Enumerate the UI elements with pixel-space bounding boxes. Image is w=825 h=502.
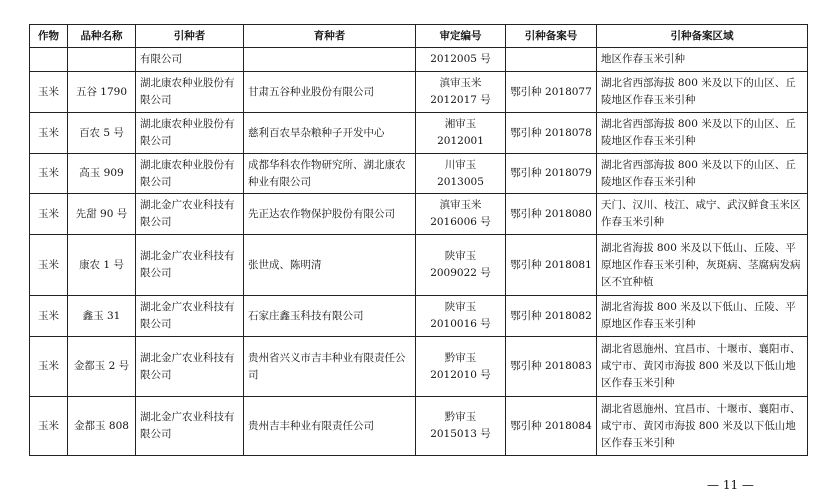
cell-filing-region: 湖北省恩施州、宜昌市、十堰市、襄阳市、咸宁市、黄冈市海拔 800 米及以下低山地区作春玉米引种 (597, 397, 808, 456)
cell-variety (68, 48, 136, 72)
cell-crop: 玉米 (30, 235, 68, 296)
table-row (30, 397, 808, 456)
header-breeder: 育种者 (244, 25, 416, 48)
cell-breeder: 贵州吉丰种业有限责任公司 (244, 397, 416, 456)
cell-variety: 金都玉 2 号 (68, 337, 136, 397)
cell-variety: 先甜 90 号 (68, 194, 136, 235)
cell-crop: 玉米 (30, 296, 68, 337)
cell-breeder: 石家庄鑫玉科技有限公司 (244, 296, 416, 337)
header-crop: 作物 (30, 25, 68, 48)
table-row (30, 113, 808, 154)
cell-filing-region: 湖北省海拔 800 米及以下低山、丘陵、平原地区作春玉米引种，灰斑病、茎腐病发病区不宜种植 (597, 235, 808, 296)
cell-breeder: 甘肃五谷种业股份有限公司 (244, 72, 416, 113)
cell-crop: 玉米 (30, 194, 68, 235)
cell-breeder: 先正达农作物保护股份有限公司 (244, 194, 416, 235)
cell-introducer: 湖北金广农业科技有限公司 (136, 397, 244, 456)
cell-filing-number: 鄂引种 2018080 (506, 194, 597, 235)
cell-breeder: 慈利百农旱杂粮种子开发中心 (244, 113, 416, 154)
cell-introducer: 有限公司 (136, 48, 244, 72)
cell-approval-number: 黔审玉 2012010 号 (416, 337, 506, 397)
cell-filing-region: 湖北省西部海拔 800 米及以下的山区、丘陵地区作春玉米引种 (597, 72, 808, 113)
cell-filing-number: 鄂引种 2018078 (506, 113, 597, 154)
cell-crop: 玉米 (30, 337, 68, 397)
cell-approval-number: 陕审玉 2010016 号 (416, 296, 506, 337)
cell-crop (30, 48, 68, 72)
cell-approval-number: 滇审玉米 2012017 号 (416, 72, 506, 113)
cell-crop: 玉米 (30, 397, 68, 456)
table-row (30, 72, 808, 113)
table-row (30, 235, 808, 296)
cell-introducer: 湖北康农种业股份有限公司 (136, 154, 244, 194)
cell-filing-number: 鄂引种 2018083 (506, 337, 597, 397)
header-filing-region: 引种备案区域 (597, 25, 808, 48)
cell-filing-number: 鄂引种 2018079 (506, 154, 597, 194)
cell-filing-number: 鄂引种 2018082 (506, 296, 597, 337)
cell-approval-number: 黔审玉 2015013 号 (416, 397, 506, 456)
cell-crop: 玉米 (30, 113, 68, 154)
cell-introducer: 湖北康农种业股份有限公司 (136, 72, 244, 113)
cell-filing-region: 湖北省西部海拔 800 米及以下的山区、丘陵地区作春玉米引种 (597, 113, 808, 154)
cell-filing-region: 湖北省西部海拔 800 米及以下的山区、丘陵地区作春玉米引种 (597, 154, 808, 194)
cell-approval-number: 滇审玉米 2016006 号 (416, 194, 506, 235)
table-row (30, 296, 808, 337)
cell-breeder (244, 48, 416, 72)
cell-filing-region: 地区作春玉米引种 (597, 48, 808, 72)
page-number: — 11 — (707, 478, 754, 492)
header-introducer: 引种者 (136, 25, 244, 48)
cell-introducer: 湖北康农种业股份有限公司 (136, 113, 244, 154)
table-row (30, 154, 808, 194)
cell-filing-region: 天门、汉川、枝江、咸宁、武汉鲜食玉米区作春玉米引种 (597, 194, 808, 235)
table-row (30, 194, 808, 235)
table-header-row (30, 25, 808, 48)
variety-filing-table (29, 24, 808, 456)
cell-introducer: 湖北金广农业科技有限公司 (136, 235, 244, 296)
cell-approval-number: 陕审玉 2009022 号 (416, 235, 506, 296)
cell-introducer: 湖北金广农业科技有限公司 (136, 296, 244, 337)
cell-variety: 五谷 1790 (68, 72, 136, 113)
cell-approval-number: 湘审玉 2012001 (416, 113, 506, 154)
cell-introducer: 湖北金广农业科技有限公司 (136, 337, 244, 397)
cell-introducer: 湖北金广农业科技有限公司 (136, 194, 244, 235)
cell-variety: 百农 5 号 (68, 113, 136, 154)
header-approval-number: 审定编号 (416, 25, 506, 48)
table-row (30, 48, 808, 72)
cell-filing-region: 湖北省恩施州、宜昌市、十堰市、襄阳市、咸宁市、黄冈市海拔 800 米及以下低山地区作春玉米引种 (597, 337, 808, 397)
cell-filing-number: 鄂引种 2018081 (506, 235, 597, 296)
cell-breeder: 贵州省兴义市吉丰种业有限责任公司 (244, 337, 416, 397)
cell-filing-number: 鄂引种 2018084 (506, 397, 597, 456)
cell-approval-number: 2012005 号 (416, 48, 506, 72)
header-variety-name: 品种名称 (68, 25, 136, 48)
table-row (30, 337, 808, 397)
cell-filing-number: 鄂引种 2018077 (506, 72, 597, 113)
cell-variety: 康农 1 号 (68, 235, 136, 296)
cell-filing-number (506, 48, 597, 72)
cell-crop: 玉米 (30, 154, 68, 194)
cell-breeder: 成都华科农作物研究所、湖北康农种业有限公司 (244, 154, 416, 194)
cell-filing-region: 湖北省海拔 800 米及以下低山、丘陵、平原地区作春玉米引种 (597, 296, 808, 337)
cell-approval-number: 川审玉 2013005 (416, 154, 506, 194)
header-filing-number: 引种备案号 (506, 25, 597, 48)
cell-variety: 鑫玉 31 (68, 296, 136, 337)
cell-breeder: 张世成、陈明清 (244, 235, 416, 296)
cell-variety: 高玉 909 (68, 154, 136, 194)
cell-crop: 玉米 (30, 72, 68, 113)
cell-variety: 金都玉 808 (68, 397, 136, 456)
